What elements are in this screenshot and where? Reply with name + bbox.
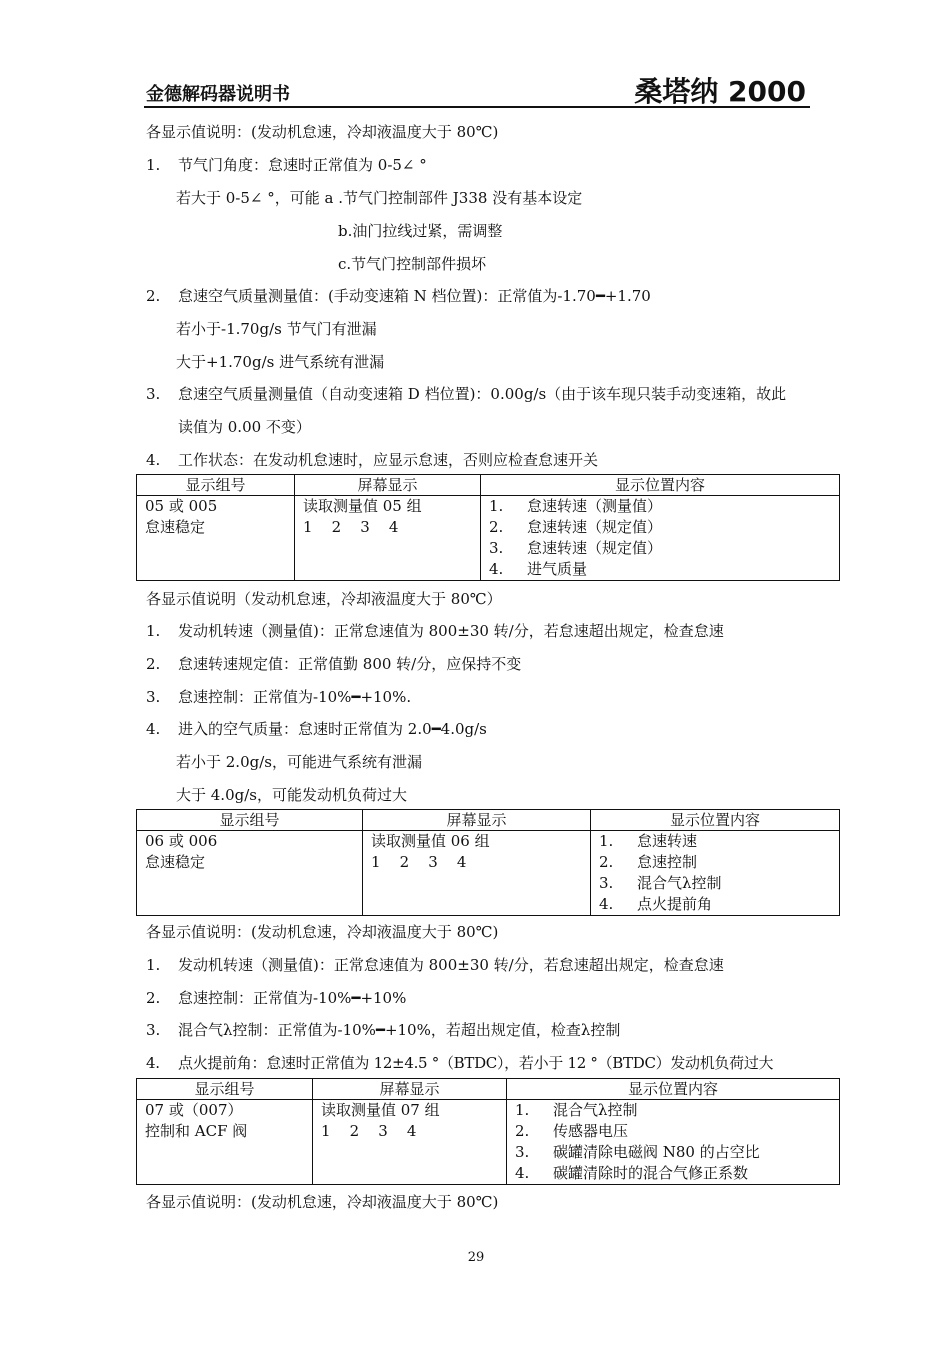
section2-item: 2. 怠速转速规定值：正常值勤 800 转/分，应保持不变 xyxy=(146,655,522,673)
screen-cell: 读取测量值 06 组 1 2 3 4 xyxy=(363,831,591,916)
section4-intro: 各显示值说明：(发动机怠速，冷却液温度大于 80℃) xyxy=(146,1193,499,1211)
section2-item: 1. 发动机转速（测量值)：正常怠速值为 800±30 转/分，若怠速超出规定，检查怠速 xyxy=(146,622,724,640)
contents-cell xyxy=(481,496,840,581)
column-header: 屏幕显示 xyxy=(363,810,591,831)
section3-item: 2. 怠速控制：正常值为-10%━+10% xyxy=(146,989,407,1007)
section3-item: 4. 点火提前角：怠速时正常值为 12±4.5 °（BTDC），若小于 12 °（BTDC）发动机负荷过大 xyxy=(146,1054,774,1072)
screen-cell: 读取测量值 07 组 1 2 3 4 xyxy=(313,1100,507,1185)
list-item: 4. 点火提前角 xyxy=(599,895,713,913)
section2-item: 3. 怠速控制：正常值为-10%━+10%. xyxy=(146,688,412,706)
group-cell: 05 或 005 怠速稳定 xyxy=(137,496,295,581)
table-row xyxy=(137,496,840,581)
list-item: 2. 怠速转速（规定值） xyxy=(489,518,663,536)
section1-item: b.油门拉线过紧，需调整 xyxy=(338,222,503,240)
list-item: 4. 碳罐清除时的混合气修正系数 xyxy=(515,1164,749,1182)
column-header: 显示组号 xyxy=(137,810,363,831)
page-number: 29 xyxy=(467,1250,485,1265)
list-item: 2. 怠速控制 xyxy=(599,853,698,871)
table-row xyxy=(137,831,840,916)
list-item: 1. 怠速转速（测量值） xyxy=(489,497,663,515)
section1-item: 若大于 0-5∠ °，可能 a .节气门控制部件 J338 没有基本设定 xyxy=(176,189,583,207)
column-header: 显示位置内容 xyxy=(507,1079,840,1100)
header-title-right: 桑塔纳 2000 xyxy=(634,75,806,108)
list-item: 1. 混合气λ控制 xyxy=(515,1101,638,1119)
screen-cell: 读取测量值 05 组 1 2 3 4 xyxy=(295,496,481,581)
column-header: 显示位置内容 xyxy=(591,810,840,831)
section1-item: 若小于-1.70g/s 节气门有泄漏 xyxy=(176,320,377,338)
section1-intro: 各显示值说明：(发动机怠速，冷却液温度大于 80℃) xyxy=(146,123,499,141)
contents-cell xyxy=(507,1100,840,1185)
group-cell: 06 或 006 怠速稳定 xyxy=(137,831,363,916)
section1-item: c.节气门控制部件损坏 xyxy=(338,255,487,273)
table-header-row xyxy=(137,810,840,831)
list-item: 1. 怠速转速 xyxy=(599,832,698,850)
contents-cell xyxy=(591,831,840,916)
header-title-left: 金德解码器说明书 xyxy=(146,84,290,105)
section2-item: 大于 4.0g/s，可能发动机负荷过大 xyxy=(176,786,407,804)
list-item: 3. 怠速转速（规定值） xyxy=(489,539,663,557)
table-header-row xyxy=(137,475,840,496)
section1-item: 大于+1.70g/s 进气系统有泄漏 xyxy=(176,353,385,371)
section1-item: 3. 怠速空气质量测量值（自动变速箱 D 档位置)：0.00g/s（由于该车现只装手动变速箱，故此 xyxy=(146,385,787,403)
list-item: 3. 碳罐清除电磁阀 N80 的占空比 xyxy=(515,1143,760,1161)
column-header: 显示组号 xyxy=(137,1079,313,1100)
section3-item: 1. 发动机转速（测量值)：正常怠速值为 800±30 转/分，若怠速超出规定，检查怠速 xyxy=(146,956,724,974)
section3-item: 3. 混合气λ控制：正常值为-10%━+10%，若超出规定值，检查λ控制 xyxy=(146,1021,621,1039)
column-header: 显示位置内容 xyxy=(481,475,840,496)
column-header: 屏幕显示 xyxy=(295,475,481,496)
section2-item: 4. 进入的空气质量：怠速时正常值为 2.0━4.0g/s xyxy=(146,720,487,738)
list-item: 4. 进气质量 xyxy=(489,560,588,578)
list-item: 3. 混合气λ控制 xyxy=(599,874,722,892)
table-group-05 xyxy=(136,474,840,581)
section2-item: 若小于 2.0g/s，可能进气系统有泄漏 xyxy=(176,753,422,771)
header-divider xyxy=(144,106,810,108)
section2-intro: 各显示值说明（发动机怠速，冷却液温度大于 80℃） xyxy=(146,590,502,608)
section1-item: 4. 工作状态：在发动机怠速时，应显示怠速，否则应检查怠速开关 xyxy=(146,451,599,469)
table-group-07 xyxy=(136,1078,840,1185)
section1-item: 1. 节气门角度：怠速时正常值为 0-5∠ ° xyxy=(146,156,427,174)
section1-item: 2. 怠速空气质量测量值：(手动变速箱 N 档位置)：正常值为-1.70━+1.70 xyxy=(146,287,651,305)
group-cell: 07 或（007） 控制和 ACF 阀 xyxy=(137,1100,313,1185)
table-header-row xyxy=(137,1079,840,1100)
column-header: 显示组号 xyxy=(137,475,295,496)
section1-item: 读值为 0.00 不变） xyxy=(178,418,311,436)
table-group-06 xyxy=(136,809,840,916)
list-item: 2. 传感器电压 xyxy=(515,1122,629,1140)
section3-intro: 各显示值说明：(发动机怠速，冷却液温度大于 80℃) xyxy=(146,923,499,941)
column-header: 屏幕显示 xyxy=(313,1079,507,1100)
table-row xyxy=(137,1100,840,1185)
